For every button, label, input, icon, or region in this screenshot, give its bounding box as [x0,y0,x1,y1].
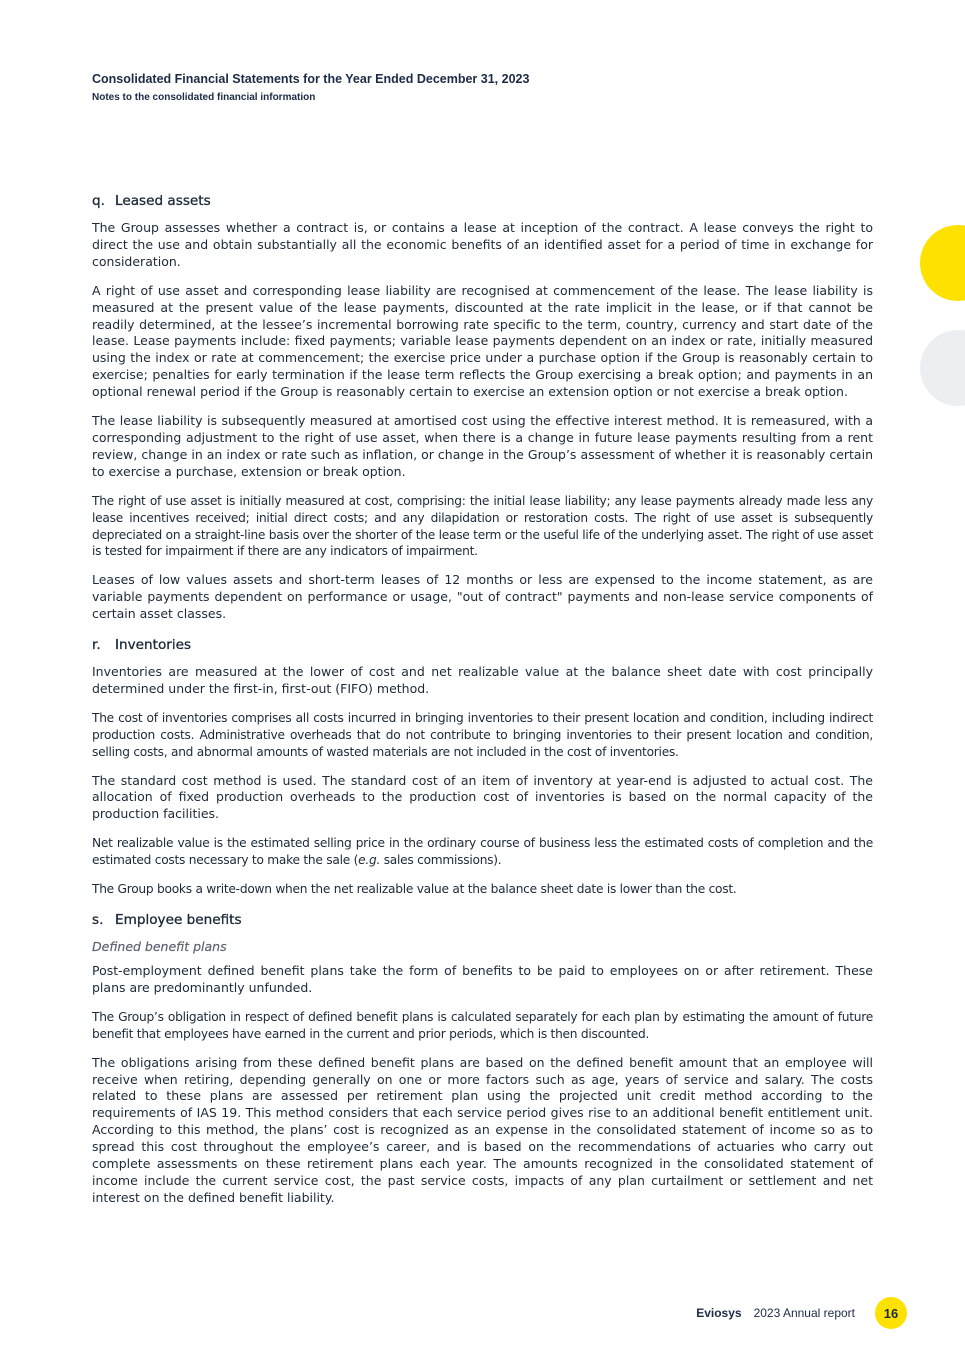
paragraph: The cost of inventories comprises all costs incurred in bringing inventories to their present location and condition, including indirect production costs. Administrative overheads that do not contribute to bringing inventories to their present location and condition, selling costs, and abnormal amounts of wasted materials are not included in the cost of inventories. [92,710,873,759]
paragraph: The obligations arising from these defined benefit plans are based on the defined benefit amount that an employee will receive when retiring, depending generally on one or more factors such as age, years of service and salary. The costs related to these plans are assessed per retirement plan using the projected unit credit method according to the requirements of IAS 19. This method considers that each service period gives rise to an additional benefit entitlement unit. According to this method, the plans’ cost is recognized as an expense in the consolidated statement of income so as to spread this cost throughout the employee’s career, and is based on the recommendations of actuaries who carry out complete assessments on these retirement plans each year. The amounts recognized in the consolidated statement of income include the current service cost, the past service costs, impacts of any plan curtailment or settlement and net interest on the defined benefit liability. [92,1054,873,1205]
page-number: 16 [883,1305,899,1321]
paragraph: The Group’s obligation in respect of defined benefit plans is calculated separately for each plan by estimating the amount of future benefit that employees have earned in the current and prior periods, which is then discounted. [92,1009,873,1041]
brand-name: Eviosys [696,1306,742,1320]
section-employee-benefits [92,912,873,1207]
page-footer [696,1297,907,1329]
document-subtitle: Notes to the consolidated financial information [92,92,316,103]
paragraph: The lease liability is subsequently measured at amortised cost using the effective interest method. It is remeasured, with a corresponding adjustment to the right of use asset, when there is a change in future lease payments resulting from a rent review, change in an index or rate such as inflation, or change in the Group’s assessment of whether it is reasonably certain to exercise a purchase, extension or break option. [92,413,873,479]
section-heading: r. Inventories [92,637,192,654]
paragraph: A right of use asset and corresponding lease liability are recognised at commencement of the lease. The lease liability is measured at the present value of the lease payments, discounted at the rate implicit in the lease, or if that cannot be readily determined, at the lessee’s incremental borrowing rate specific to the term, country, currency and start date of the lease. Lease payments include: fixed payments; variable lease payments dependent on an index or rate, initially measured using the index or rate at commencement; the exercise price under a purchase option if the Group is reasonably certain to exercise; penalties for early termination if the lease term reflects the Group exercising a break option; and payments in an optional renewal period if the Group is reasonably certain to exercise an extension option or not exercise a break option. [92,282,873,400]
subheading: Defined benefit plans [92,939,227,954]
section-leased-assets [92,193,873,623]
grey-circle-decoration [920,330,965,406]
page-number-badge [875,1297,907,1329]
paragraph: The Group assesses whether a contract is, or contains a lease at inception of the contract. A lease conveys the right to direct the use and obtain substantially all the economic benefits of an identified asset for a period of time in exchange for consideration. [92,220,873,269]
page-header [92,72,529,104]
section-inventories [92,637,873,898]
section-heading: q. Leased assets [92,193,211,209]
document-title: Consolidated Financial Statements for the Year Ended December 31, 2023 [92,72,530,86]
paragraph: The right of use asset is initially measured at cost, comprising: the initial lease liability; any lease payments already made less any lease incentives received; initial direct costs; and any dilapidation or restoration costs. The right of use asset is subsequently depreciated on a straight-line basis over the shorter of the lease term or the useful life of the underlying asset. The right of use asset is tested for impairment if there are any indicators of impairment. [92,493,873,559]
paragraph: Post-employment defined benefit plans take the form of benefits to be paid to employees on or after retirement. These plans are predominantly unfunded. [92,963,873,995]
paragraph: The Group books a write-down when the net realizable value at the balance sheet date is lower than the cost. [92,882,737,897]
page-content [92,193,873,1219]
paragraph: The standard cost method is used. The standard cost of an item of inventory at year-end is adjusted to actual cost. The allocation of fixed production overheads to the production cost of inventories is based on the normal capacity of the production facilities. [92,772,873,822]
yellow-circle-decoration [920,225,965,301]
report-title: 2023 Annual report [753,1306,855,1320]
paragraph: Net realizable value is the estimated selling price in the ordinary course of business less the estimated costs of completion and the estimated costs necessary to make the sale (e.g. sales commissions). [92,836,873,868]
paragraph: Inventories are measured at the lower of cost and net realizable value at the balance sheet date with cost principally determined under the first-in, first-out (FIFO) method. [92,664,873,696]
paragraph: Leases of low values assets and short-term leases of 12 months or less are expensed to the income statement, as are variable payments dependent on performance or usage, "out of contract" payments and non-lease service components of certain asset classes. [92,572,873,622]
section-heading: s. Employee benefits [92,912,242,928]
